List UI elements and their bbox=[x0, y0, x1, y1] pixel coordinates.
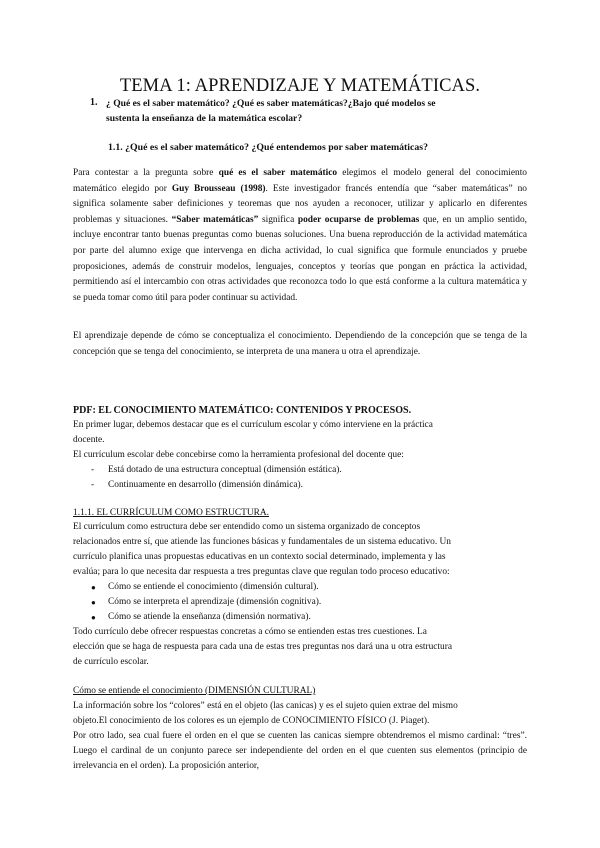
paragraph-1 bbox=[73, 166, 527, 306]
curriculum-line-1: El currículum como estructura debe ser entendido como un sistema organizado de conceptos bbox=[73, 522, 421, 532]
para1-bold-h: poder ocuparse de problemas bbox=[297, 214, 420, 225]
para1-text-e: . Este investigador francés entendía que “saber matemáticas” no significa solamente saber definiciones y teoremas que nos ayuden a reconocer, utilizar y aplicarlo en diferentes problemas y situaciones. bbox=[73, 183, 527, 225]
para1-text-g: significa bbox=[258, 214, 298, 225]
after-bullets-line-3: de currículo escolar. bbox=[73, 657, 149, 667]
after-bullets-line-2: elección que se haga de respuesta para cada una de estas tres preguntas nos dará una u otra estructura bbox=[73, 642, 452, 652]
para1-bold-f: “Saber matemáticas” bbox=[171, 214, 259, 225]
pdf-heading: PDF: EL CONOCIMIENTO MATEMÁTICO: CONTENIDOS Y PROCESOS. bbox=[73, 405, 412, 416]
dash-item-1: Está dotado de una estructura conceptual (dimensión estática). bbox=[108, 465, 342, 475]
bullet-dot-icon: ● bbox=[91, 583, 96, 592]
subheading: 1.1. ¿Qué es el saber matemático? ¿Qué entendemos por saber matemáticas? bbox=[108, 142, 428, 153]
dash-marker: - bbox=[91, 465, 95, 475]
pdf-para2: El currículum escolar debe concebirse como la herramienta profesional del docente que: bbox=[73, 450, 404, 460]
document-title: TEMA 1: APRENDIZAJE Y MATEMÁTICAS. bbox=[119, 76, 481, 96]
question-line-2: sustenta la enseñanza de la matemática escolar? bbox=[106, 112, 303, 124]
question-line-1: ¿ Qué es el saber matemático? ¿Qué es saber matemáticas?¿Bajo qué modelos se bbox=[106, 98, 436, 109]
para1-text-i: que, en un amplio sentido, incluye encontrar tanto buenas preguntas como buenas soluciones. Una buena reproducción de la actividad matemática por parte del alumno exige que intervenga en dicha actividad, lo cual significa que formule enunciados y pruebe proposiciones, además de construir modelos, lenguajes, conceptos y teorías que pongan en práctica la actividad, permitiendo así el intercambio con otras actividades que reconozca todo lo que está conforme a la cultura matemática y se pueda tomar como útil para poder continuar su actividad. bbox=[73, 214, 527, 303]
para1-text-c: elegimos el modelo general del conocimiento matemático elegido por bbox=[73, 168, 527, 194]
para1-bold-b: qué es el saber matemático bbox=[218, 168, 338, 178]
last-paragraph: Por otro lado, sea cual fuere el orden en el que se cuenten las canicas siempre obtendremos el mismo cardinal: “tres”. Luego el cardinal de un conjunto parece ser independiente del orden en el que cuenten sus elementos (principio de irrelevancia en el orden). La proposición anterior, bbox=[73, 731, 527, 771]
paragraph-2: El aprendizaje depende de cómo se conceptualiza el conocimiento. Dependiendo de la concepción que se tenga de la concepción que se tenga del conocimiento, se interpreta de una manera u otra el aprendizaje. bbox=[73, 331, 527, 357]
para1-bold-d: Guy Brousseau (1998) bbox=[171, 183, 266, 194]
cultural-heading: Cómo se entiende el conocimiento (DIMENSIÓN CULTURAL) bbox=[73, 686, 316, 696]
cultural-line-2: objeto.El conocimiento de los colores es un ejemplo de CONOCIMIENTO FÍSICO (J. Piaget). bbox=[73, 716, 430, 726]
cultural-line-1: La información sobre los “colores” está en el objeto (las canicas) y es el sujeto quien extrae del mismo bbox=[73, 701, 458, 711]
pdf-para1-line2: docente. bbox=[73, 435, 105, 445]
after-bullets-line-1: Todo currículo debe ofrecer respuestas concretas a cómo se entienden estas tres cuestiones. La bbox=[73, 627, 427, 637]
section-111-heading: 1.1.1. EL CURRÍCULUM COMO ESTRUCTURA. bbox=[73, 508, 270, 518]
dash-item-2: Continuamente en desarrollo (dimensión dinámica). bbox=[108, 480, 303, 490]
dash-marker: - bbox=[91, 480, 95, 490]
question-number: 1. bbox=[90, 97, 98, 108]
pdf-para1-line1: En primer lugar, debemos destacar que es el currículum escolar y cómo interviene en la práctica bbox=[73, 420, 433, 430]
bullet-item-1: Cómo se entiende el conocimiento (dimensión cultural). bbox=[108, 582, 319, 592]
question-text bbox=[106, 97, 526, 126]
curriculum-line-4: evalúa; para lo que necesita dar respuesta a tres preguntas clave que regulan todo proceso educativo: bbox=[73, 567, 450, 577]
bullet-item-3: Cómo se atiende la enseñanza (dimensión normativa). bbox=[108, 612, 311, 622]
bullet-item-2: Cómo se interpreta el aprendizaje (dimensión cognitiva). bbox=[108, 597, 322, 607]
curriculum-line-3: currículo planifica unas propuestas educativas en un contexto social determinado, implementa y las bbox=[73, 552, 446, 562]
para1-text-a: Para contestar a la pregunta sobre bbox=[73, 168, 219, 178]
bullet-dot-icon: ● bbox=[91, 598, 96, 607]
curriculum-line-2: relacionados entre sí, que atiende las funciones básicas y fundamentales de un sistema educativo. Un bbox=[73, 537, 451, 547]
bullet-dot-icon: ● bbox=[91, 613, 96, 622]
